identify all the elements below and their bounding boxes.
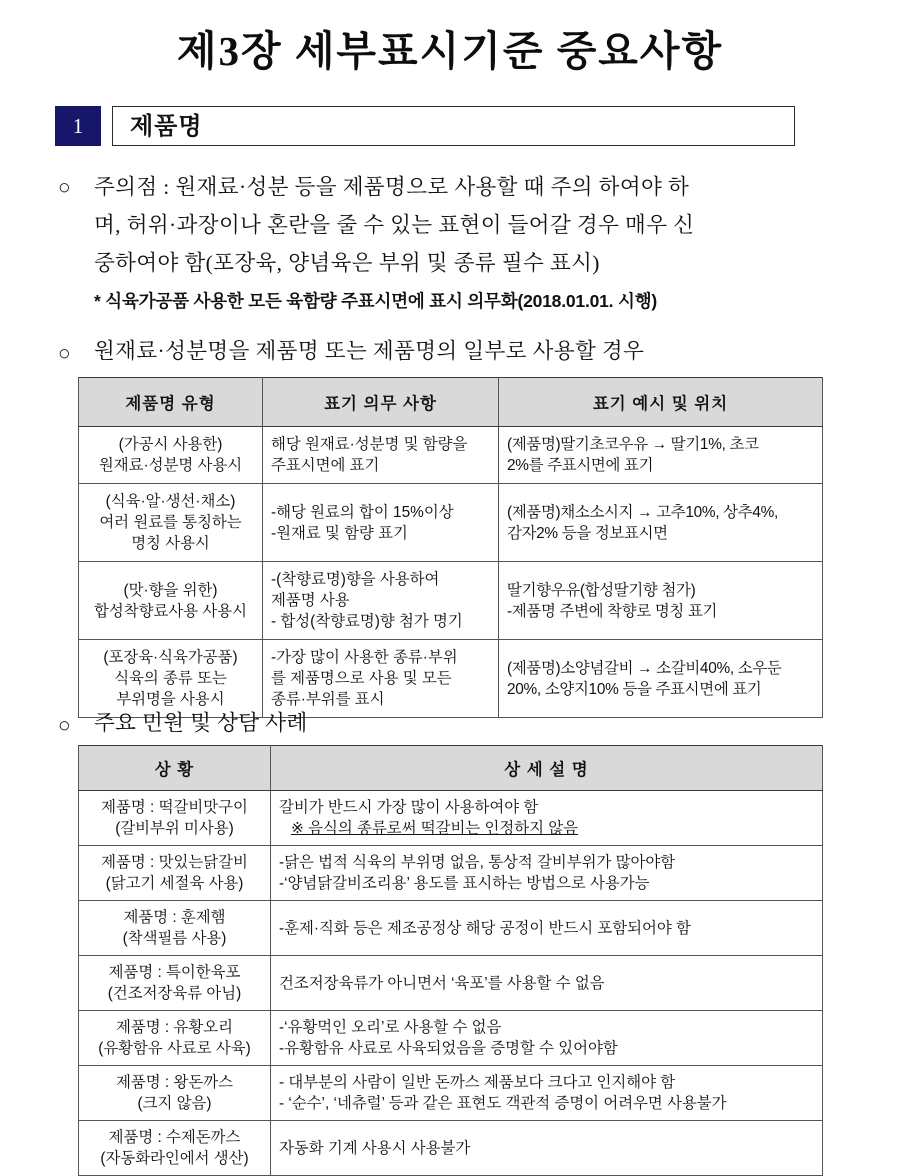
cell-line: (제품명)딸기초코우유 → 딸기1%, 초코 bbox=[507, 436, 759, 453]
bullet-circle-icon: ○ bbox=[58, 175, 71, 199]
cell-duty bbox=[263, 562, 499, 640]
cell-line: 원재료·성분명 사용시 bbox=[98, 457, 243, 474]
cell-example bbox=[499, 427, 823, 484]
cell-line: 자동화 기계 사용시 사용불가 bbox=[279, 1139, 471, 1157]
cell-situation bbox=[79, 901, 271, 956]
cell-line: 해당 원재료·성분명 및 함량을 bbox=[271, 436, 468, 453]
cell-line: 식육의 종류 또는 bbox=[114, 670, 227, 687]
section-title: 제품명 bbox=[130, 113, 203, 140]
cell-detail bbox=[271, 1011, 823, 1066]
column-header-detail: 상 세 설 명 bbox=[271, 746, 823, 791]
cell-detail bbox=[271, 956, 823, 1011]
bullet-circle-icon: ○ bbox=[58, 341, 71, 365]
cell-line: 종류·부위를 표시 bbox=[271, 691, 385, 708]
section-header bbox=[55, 106, 795, 146]
cell-line: 제품명 : 훈제햄 bbox=[123, 909, 226, 926]
cell-line: 부위명을 사용시 bbox=[116, 691, 225, 708]
bullet-cases-body bbox=[94, 706, 858, 740]
section-title-box bbox=[112, 106, 795, 146]
table-row bbox=[79, 1066, 823, 1121]
bullet-caution-body bbox=[94, 168, 858, 316]
cell-line: (건조저장육류 아님) bbox=[107, 985, 242, 1002]
bullet-ingredient-name bbox=[58, 334, 858, 368]
cell-detail bbox=[271, 1066, 823, 1121]
cell-line: 제품명 : 떡갈비맛구이 bbox=[101, 799, 248, 816]
cell-line: - 합성(착향료명)향 첨가 명기 bbox=[271, 613, 463, 630]
cell-detail bbox=[271, 901, 823, 956]
cell-line: 건조저장육류가 아니면서 ‘육포’를 사용할 수 없음 bbox=[279, 974, 605, 992]
cell-line: (크지 않음) bbox=[137, 1095, 212, 1112]
section-number-badge: 1 bbox=[55, 106, 101, 146]
bullet-line: 주의점 : 원재료·성분 등을 제품명으로 사용할 때 주의 하여야 하 bbox=[94, 175, 690, 199]
cell-line: (유황함유 사료로 사육) bbox=[98, 1040, 251, 1057]
cell-line: (식육·알·생선·채소) bbox=[105, 493, 236, 510]
cell-line: -훈제·직화 등은 제조공정상 해당 공정이 반드시 포함되어야 함 bbox=[279, 919, 691, 937]
cell-situation bbox=[79, 1066, 271, 1121]
column-header-type: 제품명 유형 bbox=[79, 378, 263, 427]
cell-line: -원재료 및 함량 표기 bbox=[271, 524, 408, 542]
cell-line: -닭은 법적 식육의 부위명 없음, 통상적 갈비부위가 많아야함 bbox=[279, 854, 676, 871]
cell-line: 를 제품명으로 사용 및 모든 bbox=[271, 670, 452, 687]
cell-line: -해당 원료의 합이 15%이상 bbox=[271, 503, 454, 521]
cell-line: 제품명 사용 bbox=[271, 592, 350, 609]
cell-line: 갈비가 반드시 가장 많이 사용하여야 함 bbox=[279, 799, 539, 816]
cell-line: 제품명 : 수제돈까스 bbox=[108, 1129, 241, 1146]
bullet-line: 원재료·성분명을 제품명 또는 제품명의 일부로 사용할 경우 bbox=[94, 339, 645, 363]
cell-line: 2%를 주표시면에 표기 bbox=[507, 457, 654, 474]
cell-line: 여러 원료를 통칭하는 bbox=[99, 514, 242, 531]
cell-situation bbox=[79, 956, 271, 1011]
cell-line: 딸기향우유(합성딸기향 첨가) bbox=[507, 581, 696, 599]
bullet-caution-note: * 식육가공품 사용한 모든 육함량 주표시면에 표시 의무화(2018.01.01. 시행) bbox=[94, 291, 658, 311]
table-row bbox=[79, 427, 823, 484]
column-header-duty: 표기 의무 사항 bbox=[263, 378, 499, 427]
cell-line: (갈비부위 미사용) bbox=[115, 820, 234, 837]
cell-line: - ‘순수’, ‘네츄럴’ 등과 같은 표현도 객관적 증명이 어려우면 사용불가 bbox=[279, 1095, 727, 1112]
column-header-example: 표기 예시 및 위치 bbox=[499, 378, 823, 427]
cell-situation bbox=[79, 791, 271, 846]
cell-line-underlined: ※ 음식의 종류로써 떡갈비는 인정하지 않음 bbox=[291, 820, 579, 837]
cell-line: 감자2% 등을 정보표시면 bbox=[507, 524, 668, 542]
cell-line: 제품명 : 맛있는닭갈비 bbox=[101, 854, 248, 871]
table-header-row bbox=[79, 378, 823, 427]
cell-line: 합성착향료사용 사용시 bbox=[94, 602, 247, 620]
cell-type bbox=[79, 427, 263, 484]
bullet-ingredient-name-body bbox=[94, 334, 858, 368]
cell-line: 제품명 : 유황오리 bbox=[116, 1019, 233, 1036]
cell-line: -유황함유 사료로 사육되었음을 증명할 수 있어야함 bbox=[279, 1040, 618, 1057]
table-row bbox=[79, 1121, 823, 1176]
cell-line: 제품명 : 왕돈까스 bbox=[116, 1074, 233, 1091]
cell-line: 20%, 소양지10% 등을 주표시면에 표기 bbox=[507, 680, 762, 698]
cell-line: 명칭 사용시 bbox=[131, 535, 210, 552]
cell-line: -제품명 주변에 착향로 명칭 표기 bbox=[507, 602, 718, 620]
table-row bbox=[79, 562, 823, 640]
cell-line: (자동화라인에서 생산) bbox=[100, 1150, 249, 1167]
cell-example bbox=[499, 484, 823, 562]
cell-situation bbox=[79, 846, 271, 901]
cell-line: (맛·향을 위한) bbox=[123, 581, 218, 599]
cell-duty bbox=[263, 484, 499, 562]
table-cases bbox=[78, 745, 823, 1176]
table-row bbox=[79, 956, 823, 1011]
cell-detail bbox=[271, 1121, 823, 1176]
cell-detail bbox=[271, 846, 823, 901]
cell-situation bbox=[79, 1011, 271, 1066]
cell-duty bbox=[263, 427, 499, 484]
table-row bbox=[79, 1011, 823, 1066]
cell-line: -(착향료명)향을 사용하여 bbox=[271, 571, 440, 588]
table-row bbox=[79, 901, 823, 956]
table-row bbox=[79, 846, 823, 901]
cell-type bbox=[79, 562, 263, 640]
page-title: 제3장 세부표시기준 중요사항 bbox=[176, 28, 724, 74]
cell-line: -‘양념닭갈비조리용’ 용도를 표시하는 방법으로 사용가능 bbox=[279, 875, 650, 892]
cell-line: -가장 많이 사용한 종류·부위 bbox=[271, 649, 458, 666]
bullet-line: 주요 민원 및 상담 사례 bbox=[94, 711, 308, 735]
cell-line: 제품명 : 특이한육포 bbox=[108, 964, 241, 981]
cell-line: -‘유황먹인 오리’로 사용할 수 없음 bbox=[279, 1019, 502, 1036]
bullet-line: 며, 허위·과장이나 혼란을 줄 수 있는 표현이 들어갈 경우 매우 신 bbox=[94, 213, 695, 237]
bullet-line: 중하여야 함(포장육, 양념육은 부위 및 종류 필수 표시) bbox=[94, 251, 600, 275]
cell-line: (닭고기 세절육 사용) bbox=[105, 875, 244, 892]
table-row bbox=[79, 791, 823, 846]
table-header-row bbox=[79, 746, 823, 791]
cell-situation bbox=[79, 1121, 271, 1176]
cell-line: (가공시 사용한) bbox=[118, 436, 223, 453]
cell-line: - 대부분의 사람이 일반 돈까스 제품보다 크다고 인지해야 함 bbox=[279, 1074, 676, 1091]
cell-line: (제품명)소양념갈비 → 소갈비40%, 소우둔 bbox=[507, 659, 782, 677]
cell-line: (제품명)채소소시지 → 고추10%, 상추4%, bbox=[507, 503, 778, 521]
bullet-caution bbox=[58, 168, 858, 316]
bullet-circle-icon: ○ bbox=[58, 713, 71, 737]
cell-line: (포장육·식육가공품) bbox=[103, 649, 238, 666]
cell-type bbox=[79, 484, 263, 562]
cell-line: 주표시면에 표기 bbox=[271, 457, 380, 474]
table-row bbox=[79, 484, 823, 562]
cell-line: (착색필름 사용) bbox=[122, 930, 227, 947]
cell-example bbox=[499, 562, 823, 640]
column-header-situation: 상 황 bbox=[79, 746, 271, 791]
table-product-name bbox=[78, 377, 823, 718]
bullet-cases bbox=[58, 706, 858, 740]
cell-detail bbox=[271, 791, 823, 846]
